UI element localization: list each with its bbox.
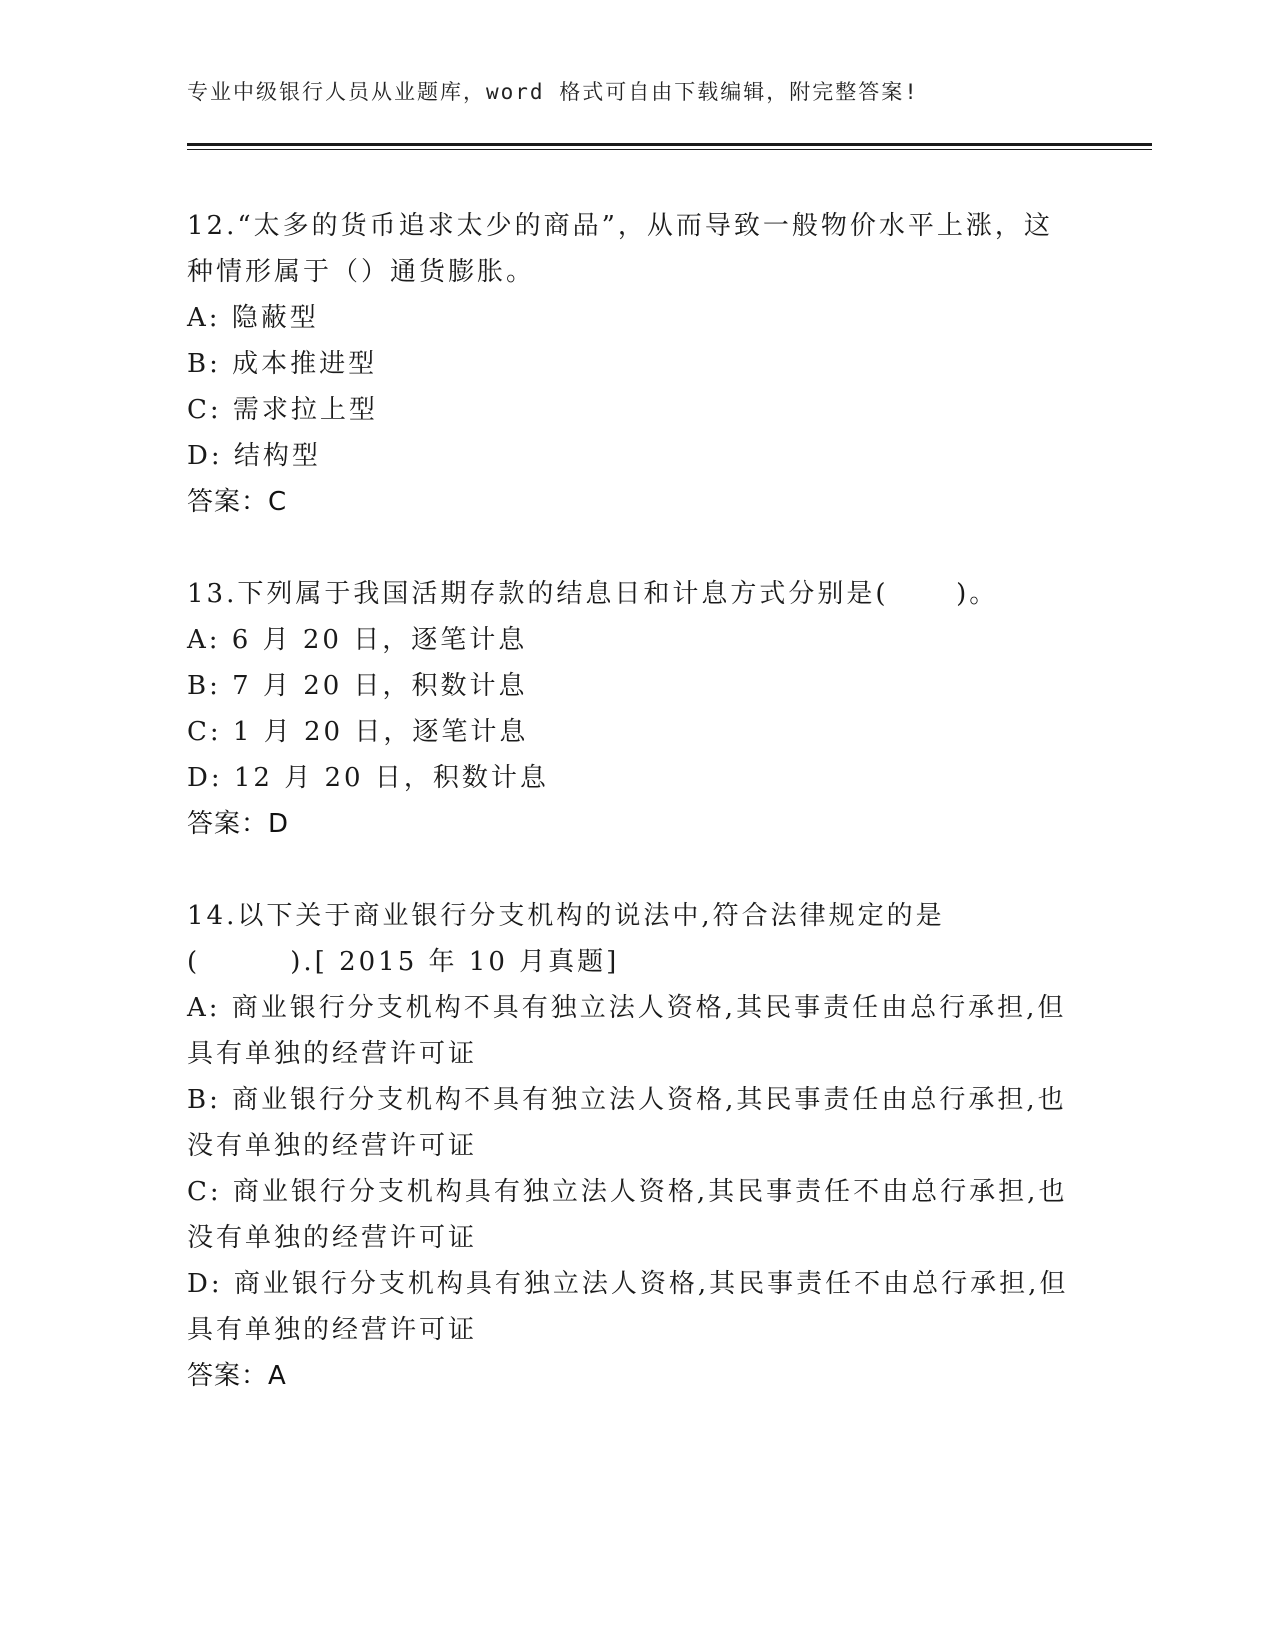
question-13 [187, 571, 1077, 847]
option-a: A: 6 月 20 日，逐笔计息 [187, 625, 528, 655]
question-stem-line: 14.以下关于商业银行分支机构的说法中,符合法律规定的是 [187, 901, 945, 931]
option-a: A: 商业银行分支机构不具有独立法人资格,其民事责任由总行承担,但 [187, 993, 1067, 1023]
question-stem-line: 12.“太多的货币追求太少的商品”，从而导致一般物价水平上涨，这 [187, 211, 1053, 241]
page-header: 专业中级银行人员从业题库，word 格式可自由下载编辑，附完整答案! [187, 80, 919, 104]
option-b: B: 成本推进型 [187, 349, 378, 379]
option-d: D: 结构型 [187, 441, 321, 471]
question-14 [187, 893, 1077, 1399]
question-12 [187, 203, 1077, 525]
option-b-continued: 没有单独的经营许可证 [187, 1131, 478, 1161]
header-rule-thin [187, 149, 1152, 150]
option-d-continued: 具有单独的经营许可证 [187, 1315, 478, 1345]
question-stem-line: 13.下列属于我国活期存款的结息日和计息方式分别是( )。 [187, 579, 999, 609]
option-c: C: 商业银行分支机构具有独立法人资格,其民事责任不由总行承担,也 [187, 1177, 1068, 1207]
option-c: C: 1 月 20 日，逐笔计息 [187, 717, 529, 747]
option-a-continued: 具有单独的经营许可证 [187, 1039, 478, 1069]
question-stem-line: 种情形属于（）通货膨胀。 [187, 257, 536, 287]
option-b: B: 商业银行分支机构不具有独立法人资格,其民事责任由总行承担,也 [187, 1085, 1067, 1115]
option-b: B: 7 月 20 日，积数计息 [187, 671, 528, 701]
question-list [187, 203, 1077, 1445]
answer: 答案：D [187, 809, 290, 839]
option-a: A: 隐蔽型 [187, 303, 319, 333]
option-c-continued: 没有单独的经营许可证 [187, 1223, 478, 1253]
answer: 答案：A [187, 1361, 287, 1391]
option-d: D: 12 月 20 日，积数计息 [187, 763, 549, 793]
option-c: C: 需求拉上型 [187, 395, 378, 425]
question-stem-line: ( ).[ 2015 年 10 月真题] [187, 947, 620, 977]
option-d: D: 商业银行分支机构具有独立法人资格,其民事责任不由总行承担,但 [187, 1269, 1069, 1299]
answer: 答案：C [187, 487, 288, 517]
header-rule-thick [187, 143, 1152, 146]
